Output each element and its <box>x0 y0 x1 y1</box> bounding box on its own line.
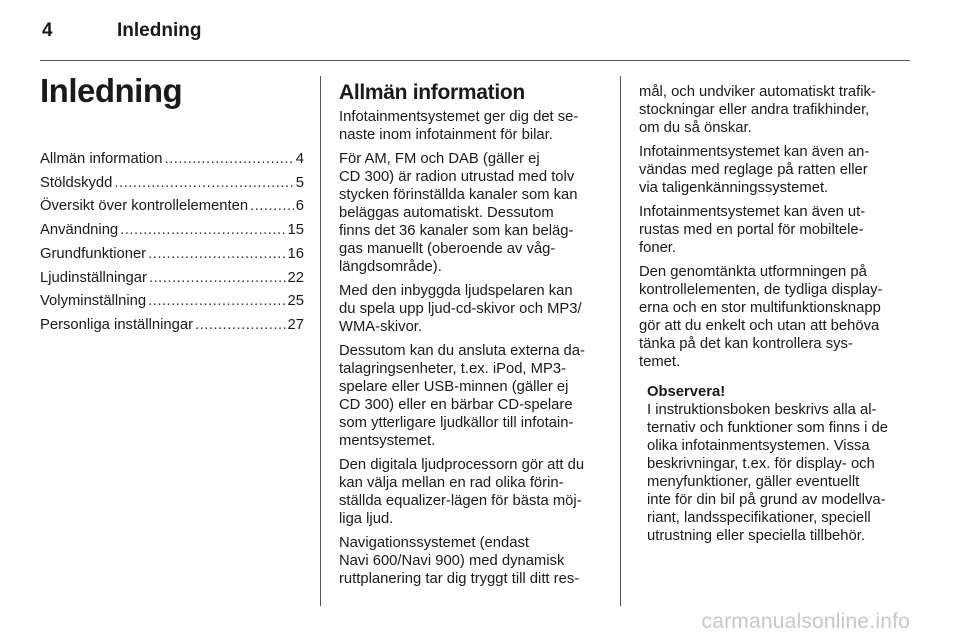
toc-entry-label: Översikt över kontrollelementen <box>40 198 249 215</box>
toc-entry-label: Volyminställning <box>40 293 147 310</box>
note-box <box>647 383 901 545</box>
toc-entry-label: Personliga inställningar <box>40 316 193 333</box>
text-column-2 <box>639 80 901 545</box>
body-paragraph: Den digitala ljudprocessorn gör att du kan välja mellan en rad olika förin- ställda equalizer-lägen för bästa möj- liga ljud. <box>339 457 585 527</box>
toc-leader-dots <box>149 267 286 291</box>
toc-entry[interactable] <box>40 219 304 243</box>
column-divider <box>320 76 321 606</box>
toc-entry[interactable] <box>40 290 304 314</box>
body-paragraph: Navigationssystemet (endast Navi 600/Navi 900) med dynamisk ruttplanering tar dig tryggt till ditt res- <box>339 535 580 587</box>
watermark: carmanualsonline.info <box>701 610 910 633</box>
text-column-1 <box>339 80 607 594</box>
toc-entry[interactable] <box>40 243 304 267</box>
body-paragraph: Dessutom kan du ansluta externa da- talagringsenheter, t.ex. iPod, MP3- spelare eller USB-minnen (gäller ej CD 300) eller en bärbar CD-spelare som ytterligare ljudkällor till infotain- mentsystemet. <box>339 343 585 449</box>
toc-entry-page: 5 <box>295 174 304 191</box>
toc-entry[interactable] <box>40 314 304 338</box>
toc-leader-dots <box>250 195 294 219</box>
toc-entry[interactable] <box>40 148 304 172</box>
toc-entry-page: 4 <box>295 151 304 167</box>
body-paragraph: Infotainmentsystemet ger dig det se- naste inom infotainment för bilar. <box>339 109 579 143</box>
toc-entry[interactable] <box>40 172 304 196</box>
toc-entry-page: 25 <box>287 293 304 310</box>
table-of-contents <box>40 148 304 338</box>
header-divider <box>40 60 910 61</box>
page-number: 4 <box>42 20 53 41</box>
toc-entry[interactable] <box>40 267 304 291</box>
toc-entry-page: 22 <box>287 269 304 286</box>
running-header-title: Inledning <box>117 20 202 41</box>
toc-leader-dots <box>120 219 285 243</box>
toc-entry-page: 6 <box>295 198 304 215</box>
toc-entry-page: 27 <box>287 316 304 333</box>
page-title: Inledning <box>40 72 183 109</box>
body-paragraph: För AM, FM och DAB (gäller ej CD 300) är radion utrustad med tolv stycken förinställda kanaler som kan beläggas automatiskt. Dessutom finns det 36 kanaler som kan beläg- gas manuellt (oberoende av våg- längdsområde). <box>339 151 578 275</box>
toc-leader-dots <box>114 172 293 196</box>
toc-entry-page: 15 <box>287 222 304 239</box>
body-paragraph: Infotainmentsystemet kan även an- vändas med reglage på ratten eller via taligenkänningssystemet. <box>639 144 870 196</box>
toc-entry-label: Grundfunktioner <box>40 245 147 262</box>
body-paragraph: Infotainmentsystemet kan även ut- rustas med en portal för mobiltele- foner. <box>639 204 866 256</box>
toc-leader-dots <box>165 148 294 172</box>
toc-leader-dots <box>148 290 285 314</box>
note-heading: Observera! <box>647 384 726 400</box>
body-paragraph: mål, och undviker automatiskt trafik- stockningar eller andra trafikhinder, om du så önskar. <box>639 84 876 136</box>
toc-entry-label: Allmän information <box>40 151 163 167</box>
toc-entry-label: Stöldskydd <box>40 174 113 191</box>
toc-entry[interactable] <box>40 195 304 219</box>
column-divider <box>620 76 621 606</box>
body-paragraph: Den genomtänkta utformningen på kontrollelementen, de tydliga display- erna och en stor multifunktionsknapp gör att du enkelt och utan att behöva tänka på det kan kontrollera sys- temet. <box>639 264 883 370</box>
toc-leader-dots <box>195 314 286 338</box>
toc-entry-label: Användning <box>40 222 119 239</box>
toc-leader-dots <box>148 243 285 267</box>
body-paragraph: Med den inbyggda ljudspelaren kan du spela upp ljud-cd-skivor och MP3/ WMA-skivor. <box>339 283 582 335</box>
section-heading: Allmän information <box>339 81 525 104</box>
toc-entry-label: Ljudinställningar <box>40 269 147 286</box>
note-text: I instruktionsboken beskrivs alla al- ternativ och funktioner som finns i de olika infotainmentsystemen. Vissa beskrivningar, t.ex. för display- och menyfunktioner, gäller eventuellt inte för din bil på grund av modellva- riant, landsspecifikationer, speciell utrustning eller speciella tillbehör. <box>647 402 888 544</box>
toc-entry-page: 16 <box>287 245 304 262</box>
